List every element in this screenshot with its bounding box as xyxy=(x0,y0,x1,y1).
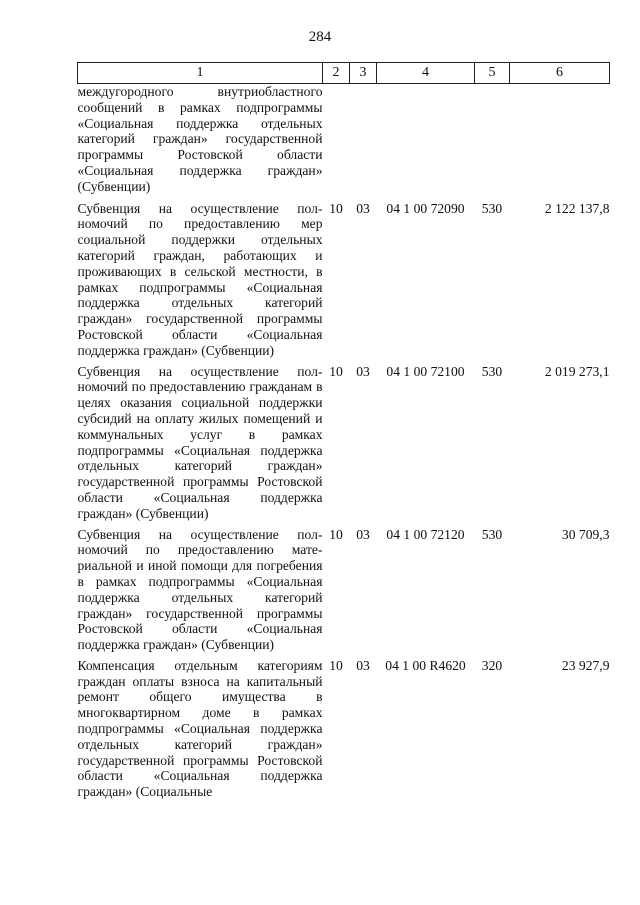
header-col-3: 3 xyxy=(350,63,377,84)
budget-table xyxy=(77,62,610,805)
row-name: Субвенция на осуществление полномочий по предоставлению гражданам в целях оказания социальной поддержки субсидий на оплату жилых помещений и коммунальных услуг в рамках подпрограммы «Социальная поддержка отдельных категорий граждан» государственной программы Ростовской области «Социальная поддержка граждан» (Субвенции) xyxy=(77,363,323,521)
table-body xyxy=(78,84,610,806)
row-amount: 2 019 273,1 xyxy=(544,363,610,379)
row-subsection: 03 xyxy=(356,200,370,216)
row-target-code: 04 1 00 72090 xyxy=(386,200,465,216)
header-col-2: 2 xyxy=(323,63,350,84)
row-kind-code: 530 xyxy=(481,200,503,216)
table-row xyxy=(78,527,610,658)
table-row xyxy=(78,201,610,364)
row-section: 10 xyxy=(329,200,343,216)
row-target-code: 04 1 00 72120 xyxy=(386,526,465,542)
row-target-code: 04 1 00 72100 xyxy=(386,363,465,379)
row-amount: 30 709,3 xyxy=(561,526,610,542)
row-subsection: 03 xyxy=(356,363,370,379)
header-col-1: 1 xyxy=(78,63,323,84)
row-section: 10 xyxy=(329,657,343,673)
row-name: Субвенция на осуществление полномочий по предоставлению материальной и иной помощи для погребения в рамках подпрограммы «Социальная поддержка отдельных категорий граждан» государственной программы Ростовской области «Социальная поддержка граждан» (Субвенции) xyxy=(77,526,323,653)
row-kind-code: 320 xyxy=(481,657,503,673)
row-name: Компенсация отдельным категориям граждан оплаты взноса на капитальный ремонт общего имущества в многоквартирном доме в рамках подпрограммы «Социальная поддержка отдельных категорий граждан» государственной программы Ростовской области «Социальная поддержка граждан» (Социальные xyxy=(77,657,323,800)
table-row xyxy=(78,364,610,527)
continuation-row xyxy=(78,84,610,201)
row-subsection: 03 xyxy=(356,657,370,673)
row-kind-code: 530 xyxy=(481,526,503,542)
row-name: Субвенция на осуществление полномочий по предоставлению мер социальной поддержки отдельных категорий граждан, работающих и проживающих в сельской местности, в рамках подпрограммы «Социальная поддержка отдельных категорий граждан» государственной программы Ростовской области «Социальная поддержка граждан» (Субвенции) xyxy=(77,200,323,358)
row-section: 10 xyxy=(329,363,343,379)
row-amount: 23 927,9 xyxy=(561,657,610,673)
row-target-code: 04 1 00 R4620 xyxy=(385,657,466,673)
row-kind-code: 530 xyxy=(481,363,503,379)
table-header xyxy=(78,63,610,84)
table-row xyxy=(78,658,610,805)
row-amount: 2 122 137,8 xyxy=(544,200,610,216)
header-col-6: 6 xyxy=(510,63,610,84)
row-subsection: 03 xyxy=(356,526,370,542)
header-col-4: 4 xyxy=(377,63,475,84)
header-row xyxy=(78,63,610,84)
page-number: 284 xyxy=(308,29,332,45)
continuation-text: междугородного внутриобластного сообщений в рамках подпрограммы «Социальная поддержка отдельных категорий граждан» государственной программы Ростовской области «Социальная поддержка граждан» (Субвенции) xyxy=(77,84,323,194)
row-section: 10 xyxy=(329,526,343,542)
header-col-5: 5 xyxy=(475,63,510,84)
